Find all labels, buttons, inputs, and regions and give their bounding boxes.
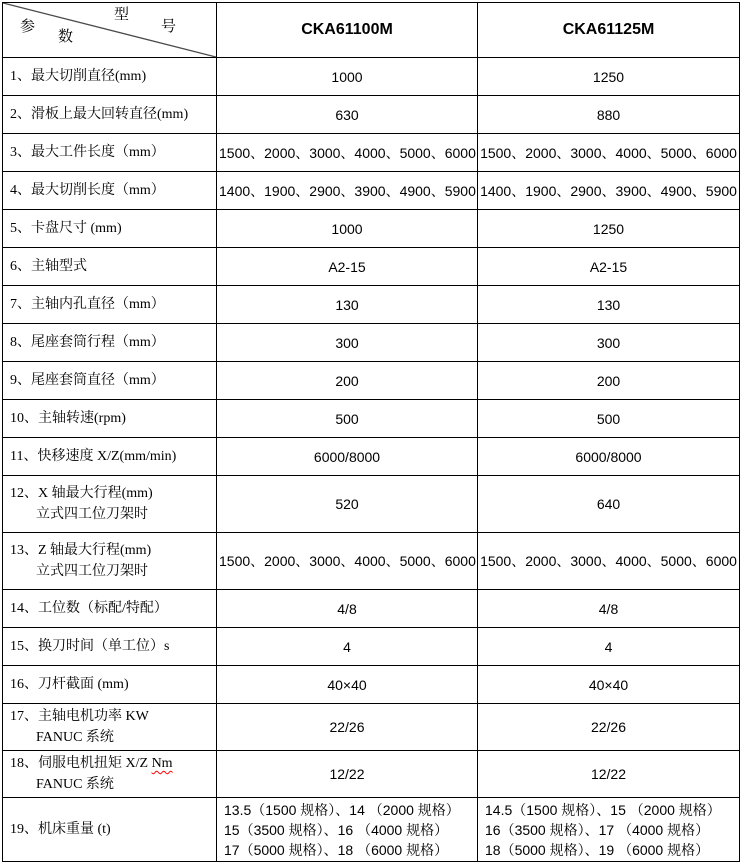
table-row: [3, 210, 740, 248]
param-label: 8、尾座套筒行程（mm）: [10, 335, 165, 350]
column-header-model-2: CKA61125M: [478, 3, 740, 58]
value-cell: 22/26: [217, 704, 478, 751]
table-row: [3, 172, 740, 210]
value-cell: 40×40: [217, 666, 478, 704]
param-label: 1、最大切削直径(mm): [10, 69, 147, 84]
header-row: [3, 3, 740, 58]
value-cell: 880: [478, 96, 740, 134]
param-cell: [3, 248, 217, 286]
param-cell: [3, 476, 217, 533]
param-cell: [3, 704, 217, 751]
table-row: [3, 248, 740, 286]
table-row: [3, 628, 740, 666]
param-label: 6、主轴型式: [10, 259, 87, 274]
value-line: 14.5（1500 规格）、15 （2000 规格）: [485, 801, 721, 818]
table-row: [3, 751, 740, 798]
value-cell: 500: [478, 400, 740, 438]
value-cell: 630: [217, 96, 478, 134]
param-label: 12、X 轴最大行程(mm): [10, 486, 153, 501]
param-label: 10、主轴转速(rpm): [10, 411, 126, 426]
corner-cell: [3, 3, 217, 58]
corner-label-param-char-2: 数: [58, 29, 74, 45]
value-cell: 200: [217, 362, 478, 400]
param-cell: [3, 666, 217, 704]
param-cell: [3, 58, 217, 96]
param-cell: [3, 324, 217, 362]
param-label: 19、机床重量 (t): [10, 822, 111, 837]
value-cell: 4: [478, 628, 740, 666]
value-cell: 1250: [478, 210, 740, 248]
value-line: 15（3500 规格）、16 （4000 规格）: [224, 821, 449, 838]
value-cell: 40×40: [478, 666, 740, 704]
param-label: 5、卡盘尺寸 (mm): [10, 221, 122, 236]
value-cell: 1400、1900、2900、3900、4900、5900: [217, 172, 478, 210]
column-header-model-1: CKA61100M: [217, 3, 478, 58]
value-line: 13.5（1500 规格）、14 （2000 规格）: [224, 801, 460, 818]
spec-table: [2, 2, 740, 862]
value-cell: 4: [217, 628, 478, 666]
value-cell: 12/22: [478, 751, 740, 798]
param-label-line2: 立式四工位刀架时: [36, 564, 148, 579]
value-cell: 520: [217, 476, 478, 533]
param-label: 9、尾座套筒直径（mm）: [10, 373, 165, 388]
value-cell: A2-15: [478, 248, 740, 286]
param-label-line2: FANUC 系统: [36, 730, 114, 745]
spellcheck-underlined-text: Nm: [151, 756, 173, 771]
value-cell: 1500、2000、3000、4000、5000、6000: [217, 134, 478, 172]
value-cell: 22/26: [478, 704, 740, 751]
value-cell: 130: [217, 286, 478, 324]
param-cell: [3, 210, 217, 248]
param-label: 4、最大切削长度（mm）: [10, 183, 165, 198]
value-cell: 12/22: [217, 751, 478, 798]
value-cell: A2-15: [217, 248, 478, 286]
param-label: 13、Z 轴最大行程(mm): [10, 543, 152, 558]
value-cell: 300: [217, 324, 478, 362]
table-row: [3, 476, 740, 533]
table-row: [3, 590, 740, 628]
value-cell: 1400、1900、2900、3900、4900、5900: [478, 172, 740, 210]
value-cell: 6000/8000: [217, 438, 478, 476]
value-cell: [217, 798, 478, 862]
value-line: 16（3500 规格）、17 （4000 规格）: [485, 821, 710, 838]
value-cell: 1500、2000、3000、4000、5000、6000: [478, 134, 740, 172]
value-cell: 6000/8000: [478, 438, 740, 476]
table-row: [3, 666, 740, 704]
param-label-line2: 立式四工位刀架时: [36, 507, 148, 522]
table-row: [3, 400, 740, 438]
value-cell: 500: [217, 400, 478, 438]
value-cell: 1000: [217, 210, 478, 248]
value-cell: 1250: [478, 58, 740, 96]
param-label: 3、最大工件长度（mm）: [10, 145, 165, 160]
spec-table-body: [3, 58, 740, 862]
corner-label-model-char-2: 号: [161, 19, 177, 35]
param-cell: [3, 628, 217, 666]
table-row: [3, 324, 740, 362]
param-label: 15、换刀时间（单工位）s: [10, 639, 170, 654]
param-cell: [3, 798, 217, 862]
value-cell: 1000: [217, 58, 478, 96]
param-cell: [3, 96, 217, 134]
value-cell: 300: [478, 324, 740, 362]
value-cell: [478, 798, 740, 862]
corner-label-param-char-1: 参: [20, 19, 36, 35]
param-label: 2、滑板上最大回转直径(mm): [10, 107, 189, 122]
table-row: [3, 533, 740, 590]
param-label: 18、伺服电机扭矩 X/Z Nm: [10, 756, 173, 771]
value-cell: 1500、2000、3000、4000、5000、6000: [478, 533, 740, 590]
table-row: [3, 134, 740, 172]
table-row: [3, 58, 740, 96]
value-cell: 130: [478, 286, 740, 324]
param-cell: [3, 134, 217, 172]
value-cell: 4/8: [478, 590, 740, 628]
param-cell: [3, 362, 217, 400]
param-label: 7、主轴内孔直径（mm）: [10, 297, 165, 312]
value-cell: 200: [478, 362, 740, 400]
table-row: [3, 96, 740, 134]
value-cell: 640: [478, 476, 740, 533]
param-label: 17、主轴电机功率 KW: [10, 709, 149, 724]
table-row: [3, 438, 740, 476]
param-cell: [3, 590, 217, 628]
param-cell: [3, 438, 217, 476]
param-cell: [3, 400, 217, 438]
param-label: 11、快移速度 X/Z(mm/min): [10, 449, 177, 464]
corner-label-model-char-1: 型: [114, 7, 130, 23]
param-cell: [3, 533, 217, 590]
param-label-line2: FANUC 系统: [36, 777, 114, 792]
param-label: 14、工位数（标配/特配）: [10, 601, 168, 616]
table-row: [3, 286, 740, 324]
value-line: 17（5000 规格）、18 （6000 规格）: [224, 841, 449, 858]
param-label: 16、刀杆截面 (mm): [10, 677, 129, 692]
table-row: [3, 362, 740, 400]
param-cell: [3, 751, 217, 798]
value-cell: 1500、2000、3000、4000、5000、6000: [217, 533, 478, 590]
table-row: [3, 704, 740, 751]
param-cell: [3, 286, 217, 324]
table-row: [3, 798, 740, 862]
param-cell: [3, 172, 217, 210]
value-line: 18（5000 规格）、19 （6000 规格）: [485, 841, 710, 858]
value-cell: 4/8: [217, 590, 478, 628]
